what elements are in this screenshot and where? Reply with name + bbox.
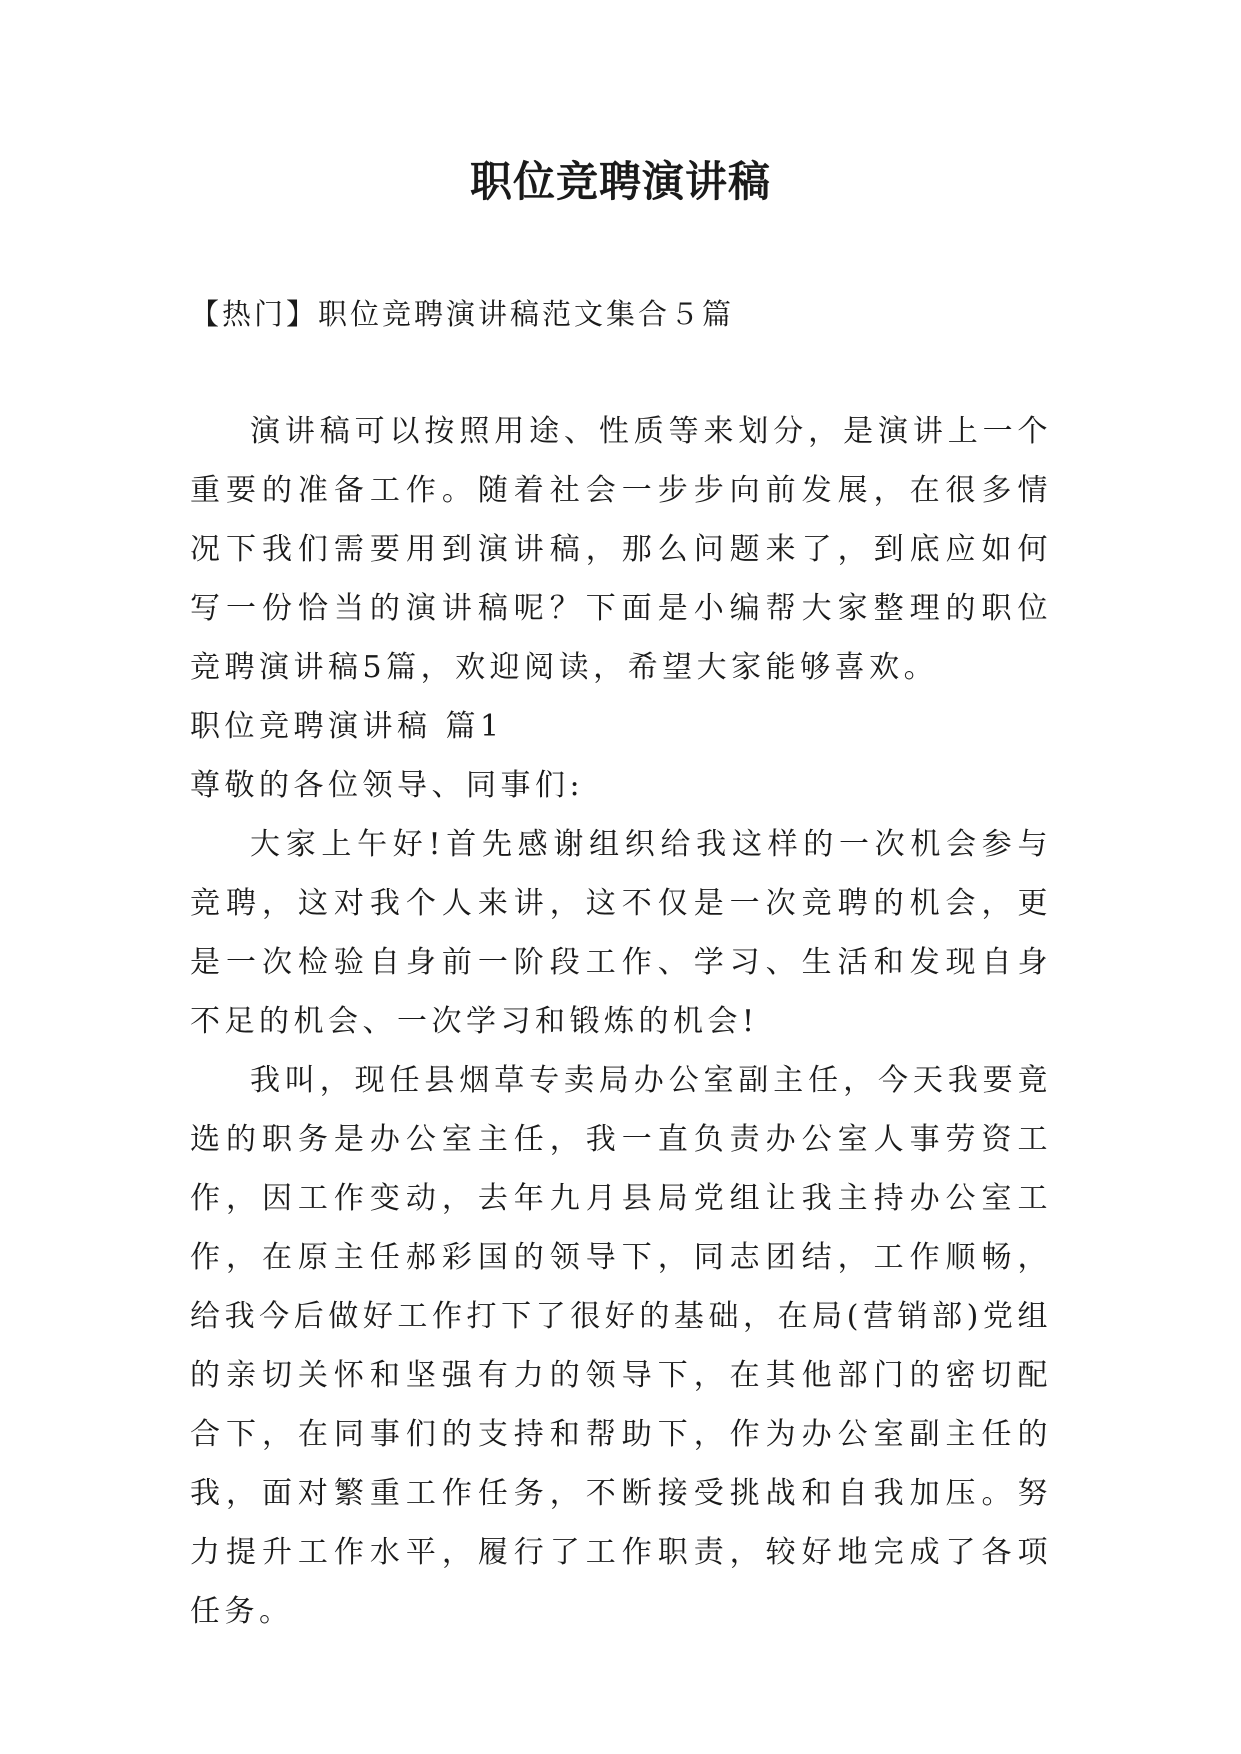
intro-paragraph: 演讲稿可以按照用途、性质等来划分，是演讲上一个重要的准备工作。随着社会一步步向前发展，在很多情况下我们需要用到演讲稿，那么问题来了，到底应如何写一份恰当的演讲稿呢？下面是小编帮大家整理的职位竞聘演讲稿5篇，欢迎阅读，希望大家能够喜欢。 [190,414,1052,685]
body-paragraph-2: 我叫，现任县烟草专卖局办公室副主任，今天我要竟选的职务是办公室主任，我一直负责办公室人事劳资工作，因工作变动，去年九月县局党组让我主持办公室工作，在原主任郝彩国的领导下，同志团结，工作顺畅，给我今后做好工作打下了很好的基础，在局(营销部)党组的亲切关怀和坚强有力的领导下，在其他部门的密切配合下，在同事们的支持和帮助下，作为办公室副主任的我，面对繁重工作任务，不断接受挑战和自我加压。努力提升工作水平，履行了工作职责，较好地完成了各项任务。 [190,1063,1052,1629]
salutation: 尊敬的各位领导、同事们: [190,768,585,803]
document-body [190,402,1052,1641]
body-paragraph-1: 大家上午好!首先感谢组织给我这样的一次机会参与竞聘，这对我个人来讲，这不仅是一次竞聘的机会，更是一次检验自身前一阶段工作、学习、生活和发现自身不足的机会、一次学习和锻炼的机会! [190,827,1052,1039]
section-heading: 职位竞聘演讲稿 篇1 [190,709,504,744]
document-title: 职位竞聘演讲稿 [469,157,771,206]
document-subtitle: 【热门】职位竞聘演讲稿范文集合５篇 [190,297,735,331]
